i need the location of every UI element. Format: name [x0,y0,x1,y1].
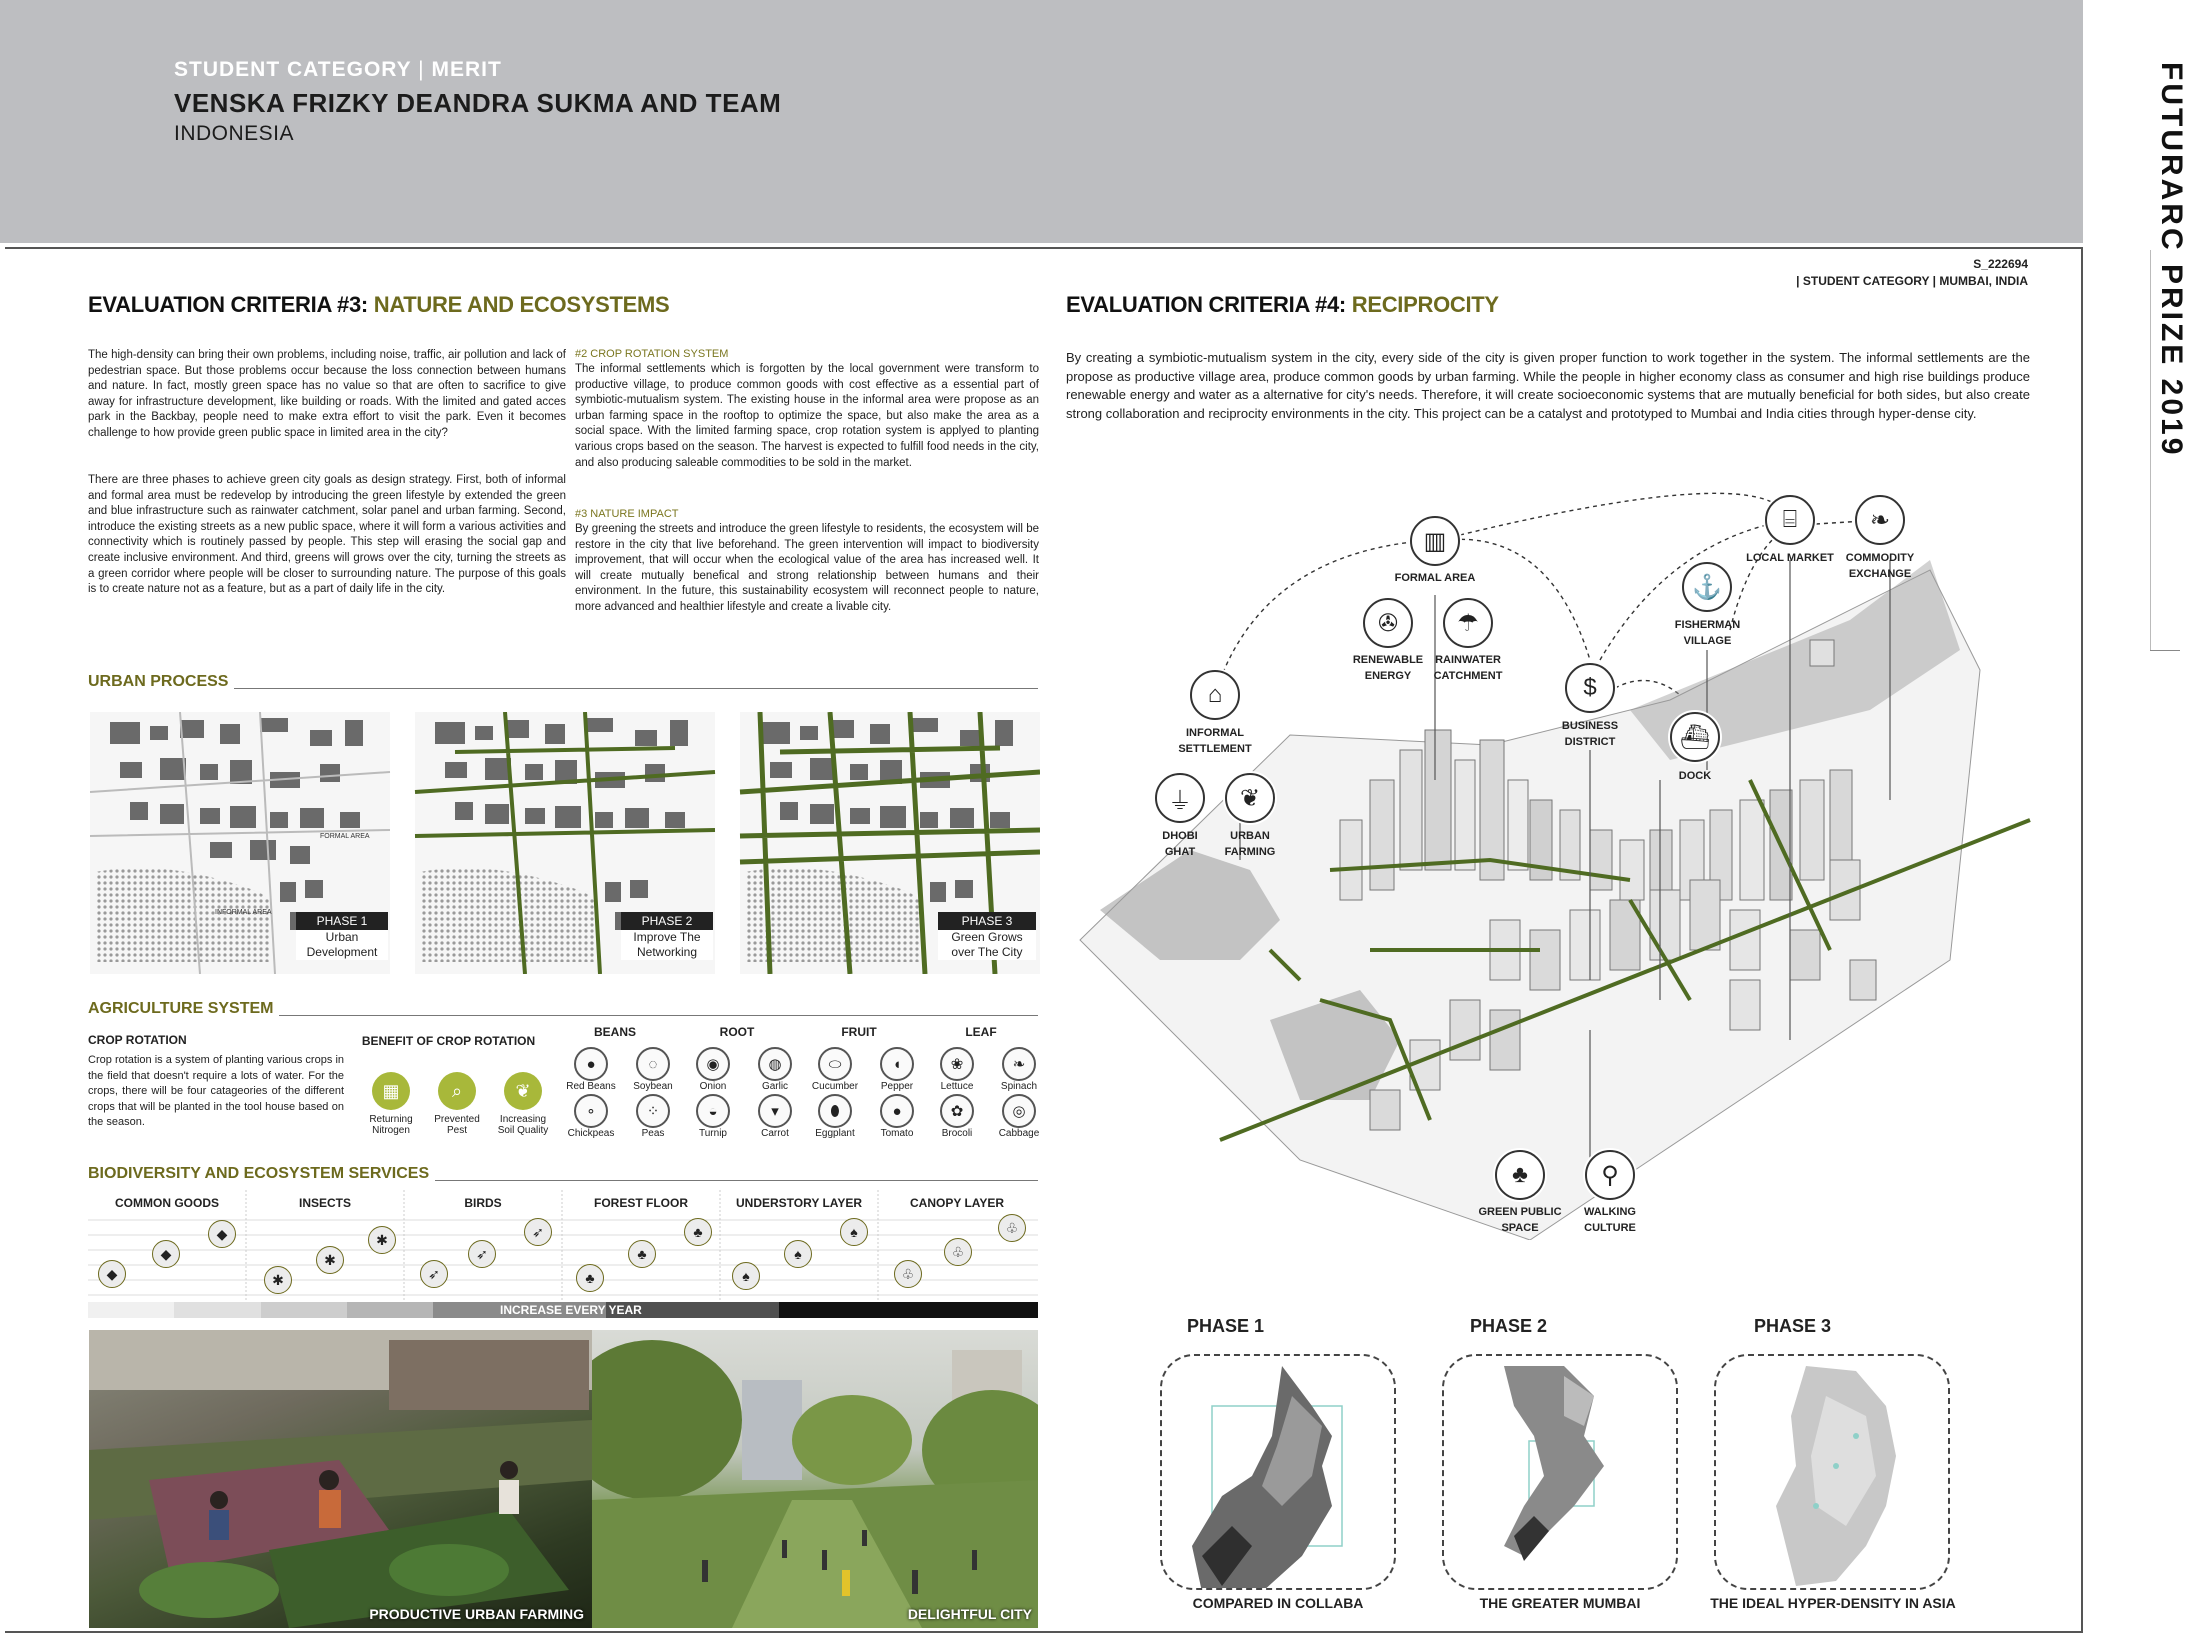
bottom-phase2-title: PHASE 2 [1470,1316,1548,1336]
crop-item [744,1047,806,1092]
leaf-items [926,1047,1050,1139]
rainwater-label: RAINWATER CATCHMENT [1433,654,1503,682]
bird-icon: ➶ [420,1260,448,1288]
bottom-phase1-title: PHASE 1 [1187,1316,1265,1336]
bio-chart [88,1190,1038,1320]
tree-icon: ♣ [1512,1161,1528,1188]
wind-turbine-icon: ✇ [1377,609,1399,637]
crop-item [926,1094,988,1139]
nature-impact-text: By greening the streets and introduce the green lifestyle to residents, the ecosystem will be restore in the city that live beforehand. The green intervention will impact to biodiversity improvement, that will occur when the ecological value of the area has increased well. It will create mutually benefical and strong relationship between humans and their environment. In the future, this sustainability ecosystem will reconnect people to nature, more advanced and healthier lifestyle and create a livable city. [575,523,1039,613]
crop-label: Tomato [880,1128,914,1139]
fern-icon: ♣ [628,1240,656,1268]
reciprocity-diagram [1070,480,2040,1240]
pest-search-icon: ⌕ [438,1072,476,1110]
crop-groups [560,1025,1040,1145]
urban-farming-caption: PRODUCTIVE URBAN FARMING [369,1606,584,1622]
crop-rotation-block [575,348,1039,471]
goods-icon: ◆ [152,1240,180,1268]
informal-label: INFORMAL SETTLEMENT [1178,727,1252,755]
dhobi-label: DHOBI GHAT [1162,830,1198,858]
group-beans: BEANS [593,1025,636,1039]
crop-label: Brocoli [941,1128,973,1139]
side-rule [2150,250,2151,650]
side-tick [2150,650,2180,651]
crop-item [622,1094,684,1139]
bird-icon: ➶ [524,1218,552,1246]
group-fruit: FRUIT [841,1025,877,1039]
benefit-pest-label: Prevented Pest [434,1114,480,1136]
nature-impact-heading: #3 NATURE IMPACT [575,508,679,520]
shop-icon: ⌸ [1782,506,1798,533]
urban-process-title: URBAN PROCESS [88,673,234,691]
crop-rotation-heading: #2 CROP ROTATION SYSTEM [575,348,729,360]
group-root: ROOT [719,1025,755,1039]
bottom-phase2-caption: THE GREATER MUMBAI [1479,1595,1641,1611]
dhobi-node [1155,773,1205,823]
tomato-icon: ● [880,1094,914,1128]
agri-title: AGRICULTURE SYSTEM [88,1000,279,1018]
phase3-caption: Green Grows over The City [938,930,1036,960]
city-scene-svg [592,1330,1038,1628]
market-label: LOCAL MARKET [1746,552,1834,564]
crop-label: Garlic [761,1081,789,1092]
fern-icon: ♣ [684,1218,712,1246]
bar-step [261,1302,347,1318]
benefit-icons [369,1072,549,1136]
crop-label: Lettuce [940,1081,974,1092]
phase2-caption: Improve The Networking [621,930,713,960]
business-label: BUSINESS DISTRICT [1561,720,1619,748]
urban-farming-photo [89,1330,592,1628]
lettuce-icon: ❀ [940,1047,974,1081]
hyper-density-map-svg [1716,1356,1950,1590]
sprout-icon: ❦ [504,1072,542,1110]
side-title: FUTURARC PRIZE 2019 [2155,62,2188,458]
crop-item [682,1094,744,1139]
crop-label: Cucumber [811,1081,859,1092]
delightful-city-caption: DELIGHTFUL CITY [907,1606,1032,1622]
cucumber-icon: ⬭ [818,1047,852,1081]
turnip-icon: ◒ [696,1094,730,1128]
commodity-label: COMMODITY EXCHANGE [1845,552,1915,580]
insect-icon: ✱ [264,1266,292,1294]
goods-icon: ◆ [208,1220,236,1248]
increase-label: INCREASE EVERY YEAR [500,1303,642,1317]
urban-process-maps [90,712,1040,974]
bio-col-understory: UNDERSTORY LAYER [735,1196,863,1210]
renewable-node [1363,598,1413,648]
rain-cloud-icon: ☂ [1457,609,1479,637]
criteria4-accent: RECIPROCITY [1351,292,1499,317]
bar-step [88,1302,174,1318]
crop-title: CROP ROTATION [88,1033,187,1047]
urban-farming-label: URBAN FARMING [1224,830,1276,858]
fisherman-node [1682,562,1732,612]
bottom-phase3-title: PHASE 3 [1754,1316,1832,1336]
benefit-soil [497,1072,549,1136]
collaba-map-svg [1162,1356,1396,1590]
tree-icon: ♧ [998,1214,1026,1242]
bar-step [174,1302,260,1318]
shrub-icon: ♠ [784,1240,812,1268]
shrub-icon: ♠ [840,1218,868,1246]
informal-area-label: INFORMAL AREA [215,909,272,916]
phase2-label: PHASE 2 [621,912,713,930]
phase2-map [1442,1354,1678,1590]
crop-label: Pepper [880,1081,914,1092]
crop-item [988,1094,1050,1139]
criteria4-paragraph: By creating a symbiotic-mutualism system in the city, every side of the city is given proper function to work together in the system. The informal settlements are the propose as productive village area, produce common goods by urban farming. While the people in higher economy class as consumer and high rise buildings produce renewable energy and water as a alternative for city's needs. Therefore, it will create socioeconomic systems that are mutually beneficial for both sides, but also create strong collaboration and reciprocity environments in the city. This project can be a catalyst and prototyped to Mumbai and India cities through hyper-dense city. [1066,350,2030,421]
ship-icon: ⛴ [1679,723,1711,751]
crop-label: Spinach [1000,1081,1038,1092]
entry-number: S_222694 [1973,257,2028,271]
crop-label: Soybean [633,1081,673,1092]
cabbage-icon: ◎ [1002,1094,1036,1128]
criteria3-prefix: EVALUATION CRITERIA #3: [88,292,368,317]
crop-label: Carrot [761,1128,789,1139]
walking-node [1585,1150,1635,1200]
shrub-icon: ♠ [732,1262,760,1290]
urban-farming-node [1225,773,1275,823]
phase1-caption: Urban Development [296,930,388,960]
crop-item [866,1094,928,1139]
soybean-icon: ◌ [636,1047,670,1081]
crop-item [622,1047,684,1092]
market-node [1765,495,1815,545]
commodity-node [1855,495,1905,545]
benefit-soil-label: Increasing Soil Quality [497,1114,549,1136]
peas-icon: ⁘ [636,1094,670,1128]
benefit-nitrogen-label: Returning Nitrogen [369,1114,413,1136]
carrot-icon: ▾ [758,1094,792,1128]
onion-icon: ◉ [696,1047,730,1081]
bar-step [347,1302,433,1318]
farming-scene-svg [89,1330,592,1628]
house-icon: ⌂ [1207,681,1223,708]
benefit-pest [436,1072,478,1136]
crop-item [804,1094,866,1139]
urban-maps-svg [90,712,1040,974]
phase1-label: PHASE 1 [296,912,388,930]
crop-label: Onion [699,1081,727,1092]
hanger-icon: ⏚ [1168,787,1192,815]
insect-icon: ✱ [316,1246,344,1274]
bio-col-common-goods: COMMON GOODS [115,1196,219,1210]
fruit-items [804,1047,928,1139]
green-space-node [1495,1150,1545,1200]
reciprocity-svg [1070,480,2040,1240]
tree-icon: ♧ [944,1238,972,1266]
criteria4-title [1066,292,1499,318]
crop-item [804,1047,866,1092]
crop-label: Turnip [699,1128,727,1139]
dock-label: DOCK [1678,770,1712,782]
bottom-phase1-caption: COMPARED IN COLLABA [1192,1595,1364,1611]
crop-item [560,1094,622,1139]
rainwater-node [1443,598,1493,648]
crop-item [560,1047,622,1092]
crop-item [744,1094,806,1139]
crop-item [988,1047,1050,1092]
group-leaf: LEAF [965,1025,997,1039]
criteria3-paragraph-2: There are three phases to achieve green city goals as design strategy. First, both of informal and formal area must be redevelop by introducing the green lifestyle by extended the green and blue infrastructure such as rainwater catchment, solar panel and urban farming. Second, introduce the existing streets as a new public space, where it will form a various activities and connectivity which is routinely passed by people. This step will erasing the social gap and create inclusive environment. And third, greens will grows over the city, turning the streets as a green corridor where people will be closer to surrounding nature. The purpose of this goals is to create nature not as a feature, but as a part of daily life in the city. [88,474,566,596]
bio-col-birds: BIRDS [464,1196,502,1210]
red-beans-icon: ● [574,1047,608,1081]
category-label: STUDENT CATEGORY [174,58,412,81]
building-icon: ▥ [1423,527,1447,555]
crop-label: Eggplant [815,1128,855,1139]
root-items [682,1047,806,1139]
dock-node [1670,712,1720,762]
phase1-map [1160,1354,1396,1590]
chickpeas-icon: ∘ [574,1094,608,1128]
goods-icon: ◆ [98,1260,126,1288]
bio-col-insects: INSECTS [298,1196,351,1210]
insect-icon: ✱ [368,1226,396,1254]
brocoli-icon: ✿ [940,1094,974,1128]
formal-area-label: FORMAL AREA [320,833,370,840]
delightful-city-photo [592,1330,1038,1628]
benefit-nitrogen [370,1072,412,1136]
phase1-tag [296,912,388,960]
country: INDONESIA [174,122,295,145]
phase2-tag [621,912,713,960]
crop-item [682,1047,744,1092]
crop-label: Peas [641,1128,665,1139]
bar-step [779,1302,1038,1318]
entry-id [1796,256,2028,290]
walking-label: WALKING CULTURE [1584,1206,1636,1234]
green-space-label: GREEN PUBLIC SPACE [1478,1206,1562,1234]
nature-impact-block [575,508,1039,616]
farming-icon: ❦ [1239,784,1261,812]
fisherman-icon: ⚓ [1692,573,1722,601]
money-icon: $ [1583,674,1597,701]
award-label: MERIT [431,58,502,81]
category-line: STUDENT CATEGORY | MERIT [174,58,502,81]
tree-icon: ♧ [894,1260,922,1288]
business-node [1565,663,1615,713]
pepper-icon: ◖ [880,1047,914,1081]
fern-icon: ♣ [576,1264,604,1292]
criteria3-paragraph-1: The high-density can bring their own problems, including noise, traffic, air pollution and lack of pedestrian space. But those problems occur because the loss connection between humans and nature. In fact, mostly green space has no value so that are often to sacrifice to give away for infrastructure development, like building or roads. With the limited and gated acces park in the Backbay, people need to make extra effort to visit the park. Even it becomes challenge to how provide green public space in limited area in the city? [88,349,566,439]
bird-icon: ➶ [468,1240,496,1268]
phase3-tag [938,912,1036,960]
formal-area-node [1410,516,1460,566]
crop-text: Crop rotation is a system of planting various crops in the field that doesn't require a lots of water. For the crops, there will be four catageories of the different crops that will be planted in the tool house based on the season. [88,1054,344,1128]
eggplant-icon: ⬮ [818,1094,852,1128]
renewable-label: RENEWABLE ENERGY [1352,654,1424,682]
team-name: VENSKA FRIZKY DEANDRA SUKMA AND TEAM [174,88,782,118]
crop-label: Chickpeas [567,1128,615,1139]
benefit-title: BENEFIT OF CROP ROTATION [361,1034,536,1048]
walking-person-icon: ⚲ [1601,1161,1619,1189]
spinach-icon: ❧ [1002,1047,1036,1081]
criteria3-accent: NATURE AND ECOSYSTEMS [373,292,670,317]
fisherman-label: FISHERMAN VILLAGE [1674,619,1741,647]
crop-label: Red Beans [566,1081,616,1092]
garlic-icon: ◍ [758,1047,792,1081]
crop-item [926,1047,988,1092]
crop-item [866,1047,928,1092]
formal-area-label: FORMAL AREA [1394,572,1476,584]
entry-category: | STUDENT CATEGORY | MUMBAI, INDIA [1796,274,2028,288]
bio-title: BIODIVERSITY AND ECOSYSTEM SERVICES [88,1165,435,1183]
phase3-label: PHASE 3 [938,912,1036,930]
informal-node [1190,670,1240,720]
crop-label: Cabbage [998,1128,1040,1139]
bottom-phase3-caption: THE IDEAL HYPER-DENSITY IN ASIA [1710,1595,1956,1611]
beans-items [560,1047,684,1139]
nitrogen-icon: ▦ [372,1072,410,1110]
phase3-map [1714,1354,1950,1590]
wheat-icon: ❧ [1869,506,1891,534]
greater-mumbai-map-svg [1444,1356,1678,1590]
bio-col-forest-floor: FOREST FLOOR [594,1196,688,1210]
header-banner [0,0,2083,243]
crop-rotation-text: The informal settlements which is forgotten by the local government were transform to productive village, to produce common goods with cost effective as a essential part of symbiotic-mutualism system. The existing house in the informal area were propose as an urban farming space in the rooftop to optimize the space, but also make the area as a social space. With the limited farming space, crop rotation system is applyed to planting various crops based on the season. The harvest is expected to fulfill food needs in the city, and also producing saleable commodities to be sold in the market. [575,363,1039,469]
criteria3-title [88,292,669,318]
criteria4-prefix: EVALUATION CRITERIA #4: [1066,292,1346,317]
bio-col-canopy: CANOPY LAYER [909,1196,1005,1210]
